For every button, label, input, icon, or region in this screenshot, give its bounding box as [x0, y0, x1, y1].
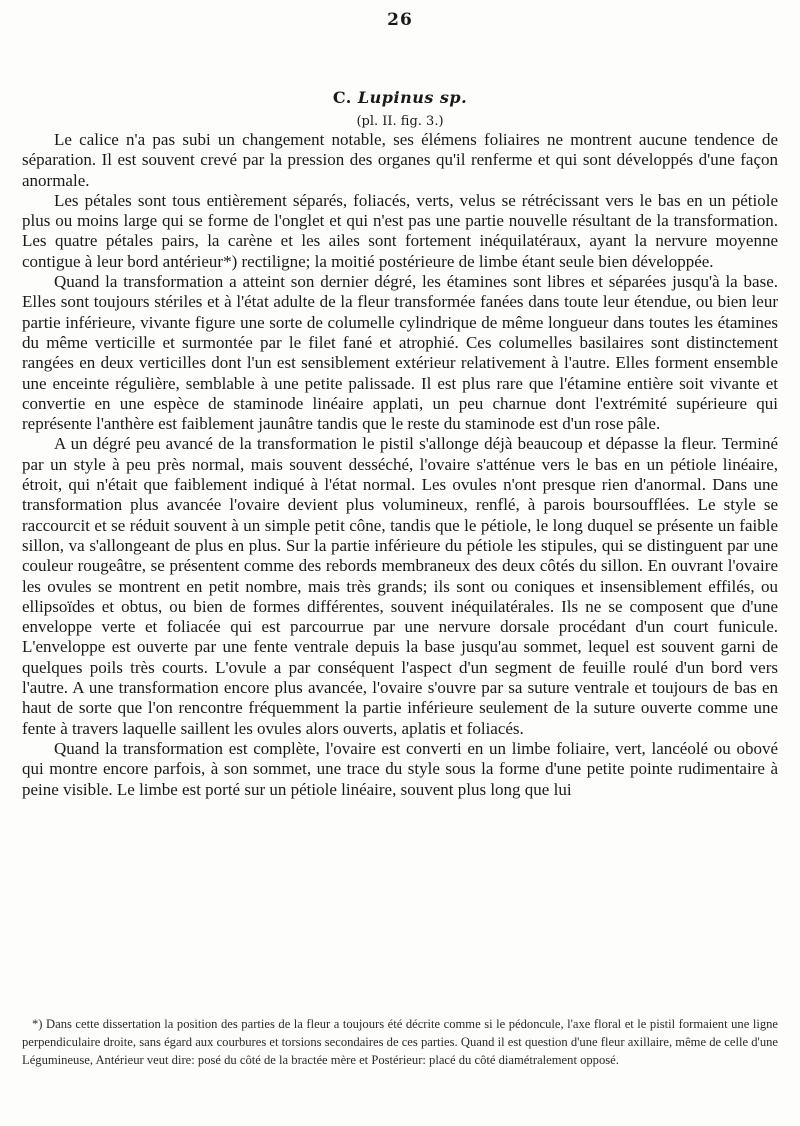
- section-heading: [0, 88, 800, 107]
- page-number: 26: [387, 10, 413, 30]
- section-label: C.: [332, 88, 352, 107]
- plate-reference: (pl. II. fig. 3.): [356, 114, 444, 129]
- footnote-text: *) Dans cette dissertation la position des parties de la fleur a toujours été décrite comme si le pédoncule, l'axe floral et le pistil formaient une ligne perpendiculaire droite, sans égard aux courbures et torsions secondaires de ces parties. Quand il est question d'une fleur axillaire, même de celle d'une Légumineuse, Antérieur veut dire: posé du côté de la bractée mère et Postérieur: placé du côté diamétralement opposé.: [22, 1017, 778, 1067]
- paragraph-petals: Les pétales sont tous entièrement séparés, foliacés, verts, velus se rétrécissant vers le bas en un pétiole plus ou moins large qui se forme de l'onglet et qui n'est pas une partie nouvelle résultant de la transformation. Les quatre pétales pairs, la carène et les ailes sont fortement inéquilatéraux, ayant la nervure moyenne contigue à leur bord antérieur*) rectiligne; la moitié postérieure de limbe étant seule bien développée.: [22, 190, 778, 271]
- paragraph-ovary: Quand la transformation est complète, l'ovaire est converti en un limbe foliaire, vert, lancéolé ou obové qui montre encore parfois, à son sommet, une trace du style sous la forme d'une petite pointe rudimentaire à peine visible. Le limbe est porté sur un pétiole linéaire, souvent plus long que lui: [22, 738, 778, 799]
- paragraph-pistil: A un dégré peu avancé de la transformation le pistil s'allonge déjà beaucoup et dépasse la fleur. Terminé par un style à peu près normal, mais souvent desséché, l'ovaire s'atténue vers le bas en un pétiole linéaire, étroit, qui n'était que faiblement indiqué à l'état normal. Les ovules n'ont presque rien d'anormal. Dans une transformation plus avancée l'ovaire devient plus volumineux, renflé, à parois boursoufflées. Le style se raccourcit et se réduit souvent à un simple petit cône, tandis que le pétiole, le long duquel se présente un faible sillon, va s'allongeant de plus en plus. Sur la partie inférieure du pétiole les stipules, qui se distinguent par une couleur rougeâtre, se présentent comme des rebords membraneux des deux côtés du sillon. En ouvrant l'ovaire les ovules se montrent en petit nombre, mais très grands; ils sont ou coniques et insensiblement effilés, ou ellipsoïdes et obtus, ou bien de formes différentes, souvent inéquilatérales. Ils ne se composent que d'une enveloppe verte et foliacée qui est parcourrue par une nervure dorsale procédant d'un court funicule. L'enveloppe est ouverte par une fente ventrale depuis la base jusqu'au sommet, lequel est souvent garni de quelques poils très courts. L'ovule a par conséquent l'aspect d'un segment de feuille roulé d'un bord vers l'autre. A une transformation encore plus avancée, l'ovaire s'ouvre par sa suture ventrale et toujours de bas en haut de sorte que l'on rencontre fréquemment la partie inférieure seulement de la suture ouverte comme une fente à travers laquelle saillent les ovules alors ouverts, aplatis et foliacés.: [22, 434, 778, 738]
- section-taxon-name: Lupinus sp.: [357, 88, 468, 107]
- footnote: [22, 1015, 778, 1069]
- paragraph-calyx: Le calice n'a pas subi un changement notable, ses élémens foliaires ne montrent aucune tendence de séparation. Il est souvent crevé par la pression des organes qu'il renferme et qui sont développés d'une façon anormale.: [22, 130, 778, 190]
- body-text: [22, 130, 778, 800]
- paragraph-stamens: Quand la transformation a atteint son dernier dégré, les étamines sont libres et séparées jusqu'à la base. Elles sont toujours stériles et à l'état adulte de la fleur transformée fanées dans toute leur étendue, ou bien leur partie inférieure, vivante figure une sorte de columelle cylindrique de même longueur dans toutes les étamines du même verticille et surmontée par le filet fané et atrophié. Ces columelles basilaires sont distinctement rangées en deux verticilles dont l'un est sensiblement extérieur relativement à l'autre. Elles forment ensemble une enceinte régulière, semblable à une petite palissade. Il est plus rare que l'étamine entière soit vivante et convertie en une espèce de staminode linéaire applati, un peu charnue dont l'extrémité supérieure qui représente l'anthère est faiblement jaunâtre tandis que le reste du staminode est d'un rose pâle.: [22, 272, 778, 434]
